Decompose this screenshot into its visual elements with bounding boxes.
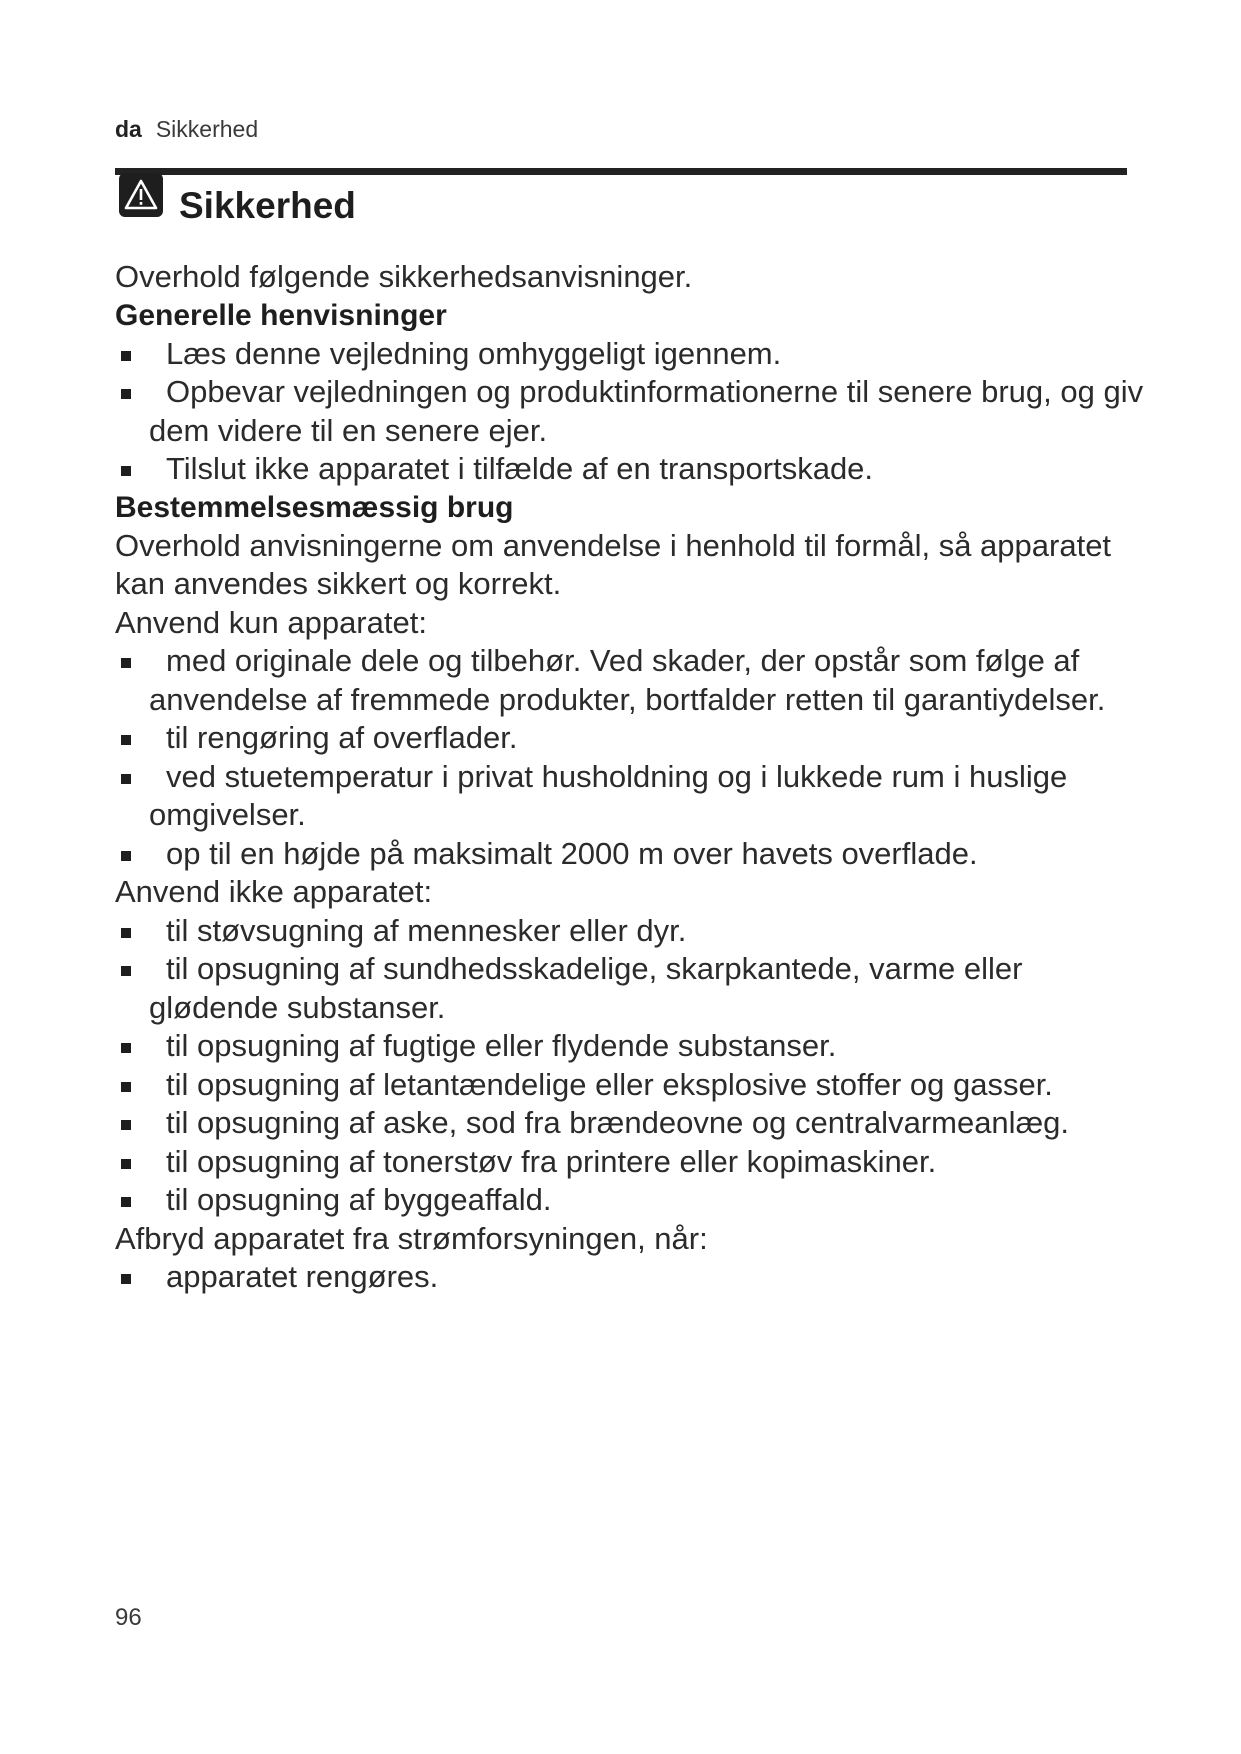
list-item: til opsugning af fugtige eller flydende substanser. (115, 1027, 1145, 1066)
list-item: med originale dele og tilbehør. Ved skader, der opstår som følge af anvendelse af fremmede produkter, bortfalder retten til garantiydelser. (115, 642, 1145, 719)
list-item: Tilslut ikke apparatet i tilfælde af en transportskade. (115, 450, 1145, 489)
language-code: da (115, 116, 142, 142)
list-item: til opsugning af letantændelige eller eksplosive stoffer og gasser. (115, 1066, 1145, 1105)
disconnect-list (115, 1258, 1145, 1297)
list-item: til opsugning af aske, sod fra brændeovne og centralvarmeanlæg. (115, 1104, 1145, 1143)
general-list (115, 335, 1145, 489)
list-item: Læs denne vejledning omhyggeligt igennem. (115, 335, 1145, 374)
header-rule (115, 168, 1127, 175)
use-only-label: Anvend kun apparatet: (115, 604, 427, 640)
warning-icon (119, 173, 163, 217)
section-heading-intended-use: Bestemmelsesmæssig brug (115, 490, 514, 524)
intro-text: Overhold følgende sikkerhedsanvisninger. (115, 259, 693, 294)
list-item: Opbevar vejledningen og produktinformationerne til senere brug, og giv dem videre til en senere ejer. (115, 373, 1145, 450)
list-item: til opsugning af sundhedsskadelige, skarpkantede, varme eller glødende substanser. (115, 950, 1145, 1027)
list-item: til opsugning af byggeaffald. (115, 1181, 1145, 1220)
intended-use-text: Overhold anvisningerne om anvendelse i henhold til formål, så apparatet kan anvendes sikkert og korrekt. (115, 527, 1112, 601)
list-item: op til en højde på maksimalt 2000 m over havets overflade. (115, 835, 1145, 874)
list-item: til støvsugning af mennesker eller dyr. (115, 912, 1145, 951)
header-section-title: Sikkerhed (155, 116, 259, 142)
disconnect-label: Afbryd apparatet fra strømforsyningen, når: (115, 1220, 708, 1256)
list-item: til rengøring af overflader. (115, 719, 1145, 758)
list-item: til opsugning af tonerstøv fra printere eller kopimaskiner. (115, 1143, 1145, 1182)
running-header (115, 116, 258, 143)
page-number: 96 (115, 1604, 142, 1631)
list-item: ved stuetemperatur i privat husholdning og i lukkede rum i huslige omgivelser. (115, 758, 1145, 835)
use-only-list (115, 642, 1145, 873)
list-item: apparatet rengøres. (115, 1258, 1145, 1297)
page-title: Sikkerhed (179, 185, 356, 226)
do-not-use-label: Anvend ikke apparatet: (115, 874, 433, 909)
do-not-use-list (115, 912, 1145, 1220)
section-heading-general: Generelle henvisninger (115, 298, 447, 332)
main-content (115, 258, 1145, 1297)
